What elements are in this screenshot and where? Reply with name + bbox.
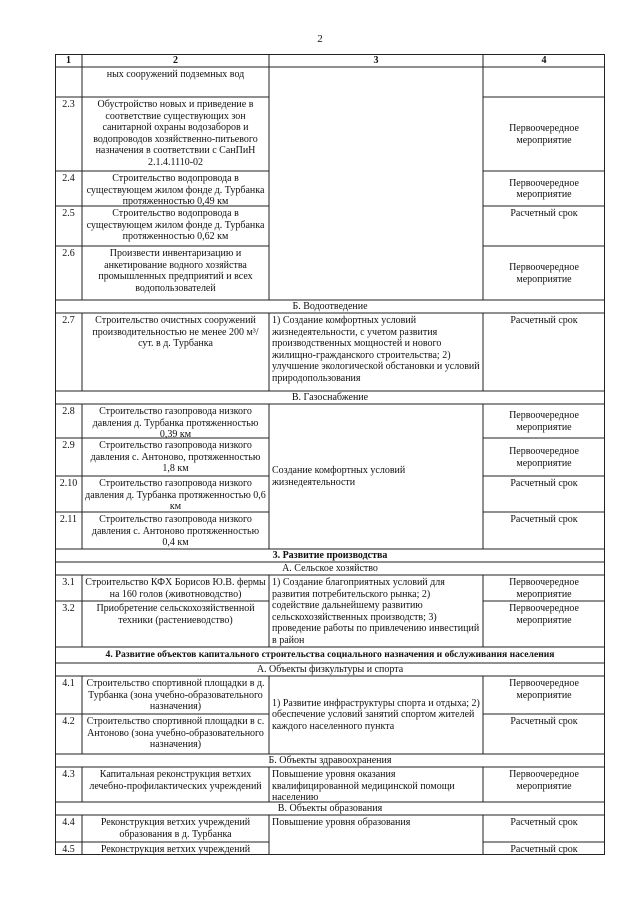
row-4-5-term: Расчетный срок: [510, 844, 578, 855]
row-2-8-term: Первоочередное мероприятие: [509, 410, 579, 433]
row-4-2-term: Расчетный срок: [510, 716, 578, 727]
row-4-4-desc: Реконструкция ветхих учреждений образования в д. Турбанка: [100, 817, 251, 840]
row-3-1-num: 3.1: [62, 577, 75, 588]
row-4-1-term: Первоочередное мероприятие: [509, 678, 579, 701]
subsection-gas: В. Газоснабжение: [291, 391, 369, 403]
row-4-2-num: 4.2: [62, 716, 75, 727]
section-social-infrastructure: 4. Развитие объектов капитального строительства социального назначения и обслуживания населения: [105, 649, 555, 661]
row-2-3-num: 2.3: [62, 99, 75, 110]
sport-goal: 1) Развитие инфраструктуры спорта и отдыха; 2) обеспечение условий занятий спортом жителей каждого населенного пункта: [272, 697, 480, 732]
row-4-5-desc: Реконструкция ветхих учреждений: [100, 844, 251, 855]
subsection-sport: А. Объекты физкультуры и спорта: [256, 663, 404, 675]
page-number: 2: [317, 33, 323, 45]
subsection-agriculture: А. Сельское хозяйство: [282, 562, 378, 574]
row-2-11-term: Расчетный срок: [510, 514, 578, 525]
row-4-3-desc: Капитальная реконструкция ветхих лечебно-профилактических учреждений: [89, 769, 262, 792]
row-2-4-term: Первоочередное мероприятие: [509, 177, 579, 200]
row-2-8-desc: Строительство газопровода низкого давления д. Турбанка протяженностью 0,39 км: [92, 406, 259, 440]
row-3-1-desc: Строительство КФХ Борисов Ю.В. фермы на 160 голов (животноводство): [85, 577, 266, 600]
subsection-sewerage: Б. Водоотведение: [292, 300, 368, 312]
row-2-5-num: 2.5: [62, 208, 75, 219]
row-2-7-desc: Строительство очистных сооружений производительностью не менее 200 м³/сут. в д. Турбанка: [92, 315, 259, 349]
row-4-1-num: 4.1: [62, 678, 75, 689]
col-header-3: 3: [373, 54, 379, 66]
row-2-7-term: Расчетный срок: [510, 315, 578, 326]
row-2-6-desc: Произвести инвентаризацию и анкетирование водного хозяйства промышленных предприятий и всех водопользователей: [98, 248, 253, 294]
row-4-3-num: 4.3: [62, 769, 75, 780]
row-3-1-term: Первоочередное мероприятие: [509, 577, 579, 600]
row-2-5-desc: Строительство водопровода в существующем жилом фонде д. Турбанка протяженностью 0,62 км: [86, 208, 265, 242]
row-4-4-num: 4.4: [62, 817, 75, 828]
row-2-10-term: Расчетный срок: [510, 478, 578, 489]
subsection-healthcare: Б. Объекты здравоохранения: [268, 754, 392, 766]
row-2-3-desc: Обустройство новых и приведение в соответствие существующих зон санитарной охраны водозаборов и водопроводов хозяйственно-питьевого назначения в соответствии с СанПиН 2.1.4.1110-02: [93, 99, 258, 168]
section-production: 3. Развитие производства: [272, 549, 388, 561]
row-2-11-desc: Строительство газопровода низкого давления с. Антоново протяженностью 0,4 км: [91, 514, 260, 548]
gas-goal: Создание комфортных условий жизнедеятельности: [272, 465, 406, 488]
col-header-1: 1: [66, 54, 71, 66]
edu-goal: Повышение уровня образования: [272, 817, 411, 828]
col-header-2: 2: [173, 54, 178, 66]
row-4-2-desc: Строительство спортивной площадки в с. Антоново (зона учебно-образовательного назначения): [86, 716, 265, 750]
agri-goal: 1) Создание благоприятных условий для развития потребительского рынка; 2) содействие дальнейшему развитию сельскохозяйственных производств; 3) проведение работы по привлечению инвестиций в район: [272, 577, 480, 646]
plan-table: [55, 54, 605, 855]
row-continuation-desc: ных сооружений подземных вод: [106, 69, 245, 80]
row-2-6-num: 2.6: [62, 248, 75, 259]
subsection-education: В. Объекты образования: [277, 802, 383, 814]
row-2-4-num: 2.4: [62, 173, 75, 184]
row-3-2-num: 3.2: [62, 603, 75, 614]
col-header-4: 4: [541, 54, 547, 66]
row-4-1-desc: Строительство спортивной площадки в д. Турбанка (зона учебно-образовательного назначения): [86, 678, 265, 712]
row-3-2-desc: Приобретение сельскохозяйственной техники (растениеводство): [96, 603, 255, 626]
row-2-5-term: Расчетный срок: [510, 208, 578, 219]
row-2-7-num: 2.7: [62, 315, 75, 326]
row-2-10-desc: Строительство газопровода низкого давления д. Турбанка протяженностью 0,6 км: [85, 478, 266, 512]
row-2-6-term: Первоочередное мероприятие: [509, 262, 579, 285]
row-4-5-num: 4.5: [62, 844, 75, 855]
row-4-4-term: Расчетный срок: [510, 817, 578, 828]
row-2-4-desc: Строительство водопровода в существующем жилом фонде д. Турбанка протяженностью 0,49 км: [86, 173, 265, 207]
row-3-2-term: Первоочередное мероприятие: [509, 603, 579, 626]
row-4-3-goal: Повышение уровня оказания квалифицированной медицинской помощи населению: [272, 769, 455, 803]
row-2-8-num: 2.8: [62, 406, 75, 417]
row-2-7-goal: 1) Создание комфортных условий жизнедеятельности, с учетом развития производственных мощностей и нового жилищно-гражданского строительства; 2) улучшение экологической обстановки и условий природопользования: [272, 315, 480, 384]
row-2-9-desc: Строительство газопровода низкого давления с. Антоново, протяженностью 1,8 км: [90, 440, 261, 474]
row-2-10-num: 2.10: [59, 478, 78, 489]
row-2-9-term: Первоочередное мероприятие: [509, 446, 579, 469]
row-2-11-num: 2.11: [59, 514, 78, 525]
row-2-9-num: 2.9: [62, 440, 75, 451]
row-4-3-term: Первоочередное мероприятие: [509, 769, 579, 792]
row-2-3-term: Первоочередное мероприятие: [509, 123, 579, 146]
